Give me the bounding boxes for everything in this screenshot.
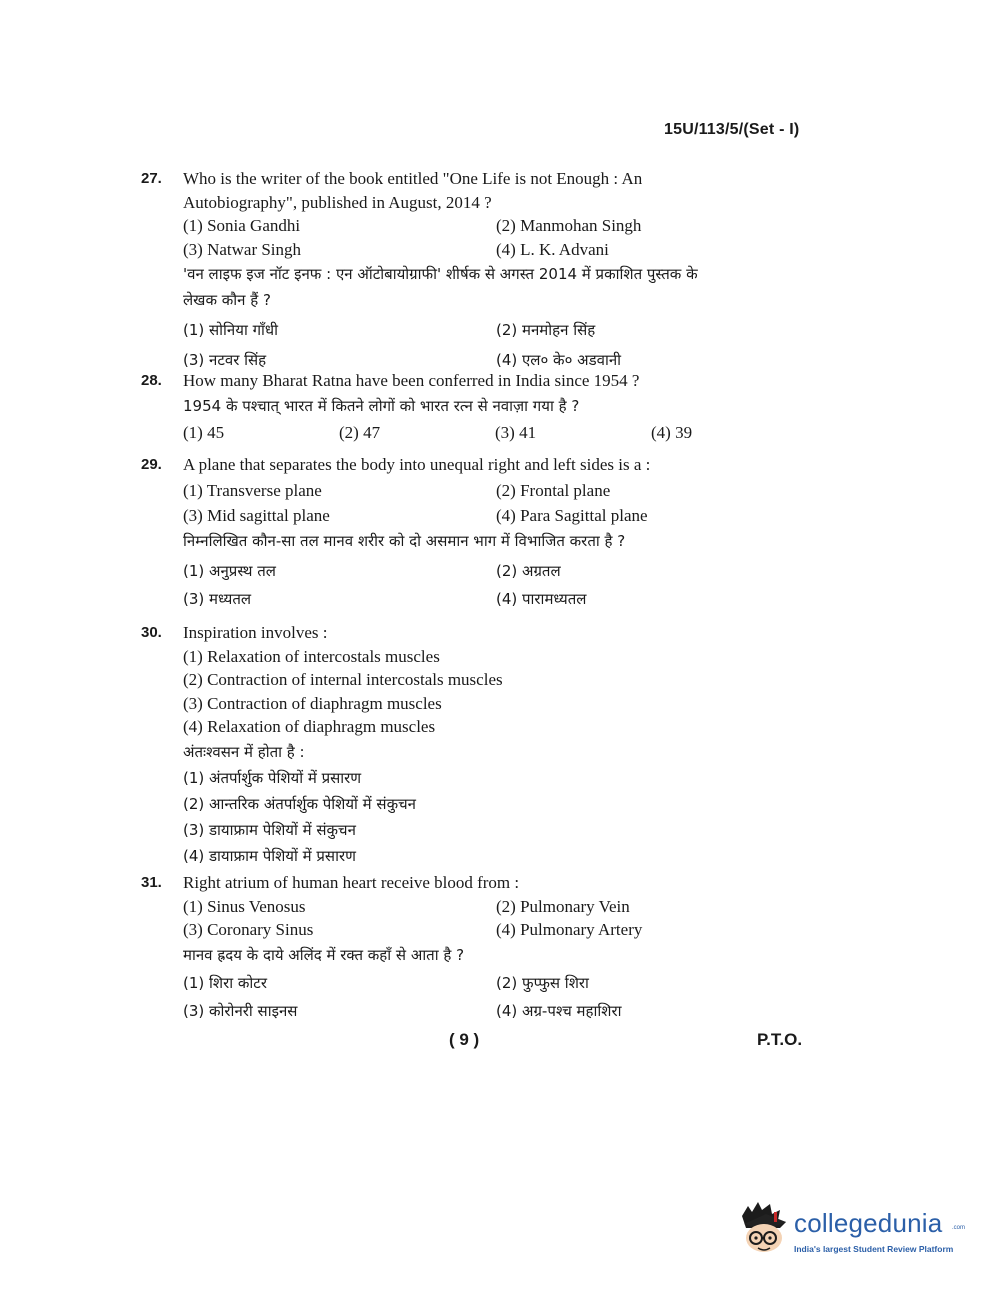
pto-label: P.T.O. — [757, 1030, 803, 1049]
logo-suffix: .com — [952, 1225, 966, 1231]
question-text-hi: निम्नलिखित कौन-सा तल मानव शरीर को दो असमान भाग में विभाजित करता है ? — [183, 531, 626, 550]
option: (3) डायाफ्राम पेशियों में संकुचन — [183, 820, 356, 839]
option: (4) L. K. Advani — [496, 239, 609, 259]
option: (4) Pulmonary Artery — [496, 920, 643, 939]
page-number: ( 9 ) — [449, 1030, 480, 1049]
question-number: 29. — [141, 456, 162, 473]
option: (1) अंतर्पार्शुक पेशियों में प्रसारण — [183, 768, 362, 787]
question-number: 28. — [141, 372, 162, 389]
question-text-hi: 1954 के पश्चात् भारत में कितने लोगों को भारत रत्न से नवाज़ा गया है ? — [183, 396, 580, 415]
option: (2) Manmohan Singh — [496, 216, 642, 235]
option: (3) Natwar Singh — [183, 239, 302, 259]
option: (4) डायाफ्राम पेशियों में प्रसारण — [183, 846, 356, 865]
logo-tagline: India's largest Student Review Platform — [794, 1244, 954, 1254]
collegedunia-logo — [736, 1198, 966, 1260]
question-text-hi: अंतःश्वसन में होता है : — [183, 742, 305, 761]
mascot-icon — [736, 1198, 792, 1260]
option: (3) Coronary Sinus — [183, 920, 314, 939]
option: (1) Relaxation of intercostals muscles — [183, 646, 440, 666]
option: (3) Mid sagittal plane — [183, 506, 330, 525]
question-text-en: Right atrium of human heart receive blood from : — [183, 873, 520, 892]
option: (4) एल० के० अडवानी — [496, 351, 622, 369]
question-text-en: Who is the writer of the book entitled "One Life is not Enough : An — [183, 169, 643, 188]
option: (2) Pulmonary Vein — [496, 896, 630, 916]
question-number: 31. — [141, 874, 162, 891]
option: (2) आन्तरिक अंतर्पार्शुक पेशियों में संकुचन — [183, 794, 416, 813]
question-text-hi: 'वन लाइफ इज नॉट इनफ : एन ऑटोबायोग्राफी' शीर्षक से अगस्त 2014 में प्रकाशित पुस्तक के — [183, 265, 698, 283]
option: (4) अग्र-पश्च महाशिरा — [496, 1001, 622, 1020]
option: (2) अग्रतल — [496, 561, 561, 580]
question-number: 27. — [141, 170, 162, 187]
option: (4) Relaxation of diaphragm muscles — [183, 717, 436, 736]
option: (3) Contraction of diaphragm muscles — [183, 693, 442, 713]
question-text-hi: मानव ह्रदय के दाये अलिंद में रक्त कहाँ से आता है ? — [183, 945, 465, 964]
option: (3) मध्यतल — [183, 589, 252, 608]
question-29 — [141, 453, 811, 612]
option: (2) मनमोहन सिंह — [496, 321, 596, 339]
question-text-en: Inspiration involves : — [183, 623, 328, 642]
option: (2) Frontal plane — [496, 480, 611, 500]
question-text-hi: लेखक कौन हैं ? — [183, 291, 271, 309]
option: (2) फुप्फुस शिरा — [496, 973, 589, 992]
question-text-en: How many Bharat Ratna have been conferred in India since 1954 ? — [183, 371, 640, 390]
option: (4) पारामध्यतल — [496, 589, 587, 608]
question-31 — [141, 871, 811, 1024]
option: (1) अनुप्रस्थ तल — [183, 561, 276, 580]
option: (3) कोरोनरी साइनस — [183, 1001, 298, 1020]
question-number: 30. — [141, 624, 162, 641]
option: (1) Sinus Venosus — [183, 896, 306, 916]
question-30 — [141, 621, 811, 869]
option: (4) 39 — [651, 422, 693, 442]
option: (1) Transverse plane — [183, 480, 322, 500]
paper-code: 15U/113/5/(Set - I) — [664, 121, 800, 138]
question-text-en: A plane that separates the body into unequal right and left sides is a : — [183, 455, 651, 474]
option: (1) Sonia Gandhi — [183, 216, 301, 235]
option: (1) 45 — [183, 422, 225, 442]
option: (1) शिरा कोटर — [183, 973, 267, 992]
option: (2) Contraction of internal intercostals muscles — [183, 670, 503, 689]
option: (4) Para Sagittal plane — [496, 506, 648, 525]
logo-text: collegedunia — [794, 1208, 943, 1238]
question-27 — [141, 167, 811, 373]
option: (3) 41 — [495, 422, 537, 442]
option: (1) सोनिया गाँधी — [183, 321, 279, 339]
option: (3) नटवर सिंह — [183, 351, 267, 369]
option: (2) 47 — [339, 422, 381, 442]
question-28 — [141, 369, 811, 444]
question-text-en: Autobiography", published in August, 2014 ? — [183, 192, 492, 212]
